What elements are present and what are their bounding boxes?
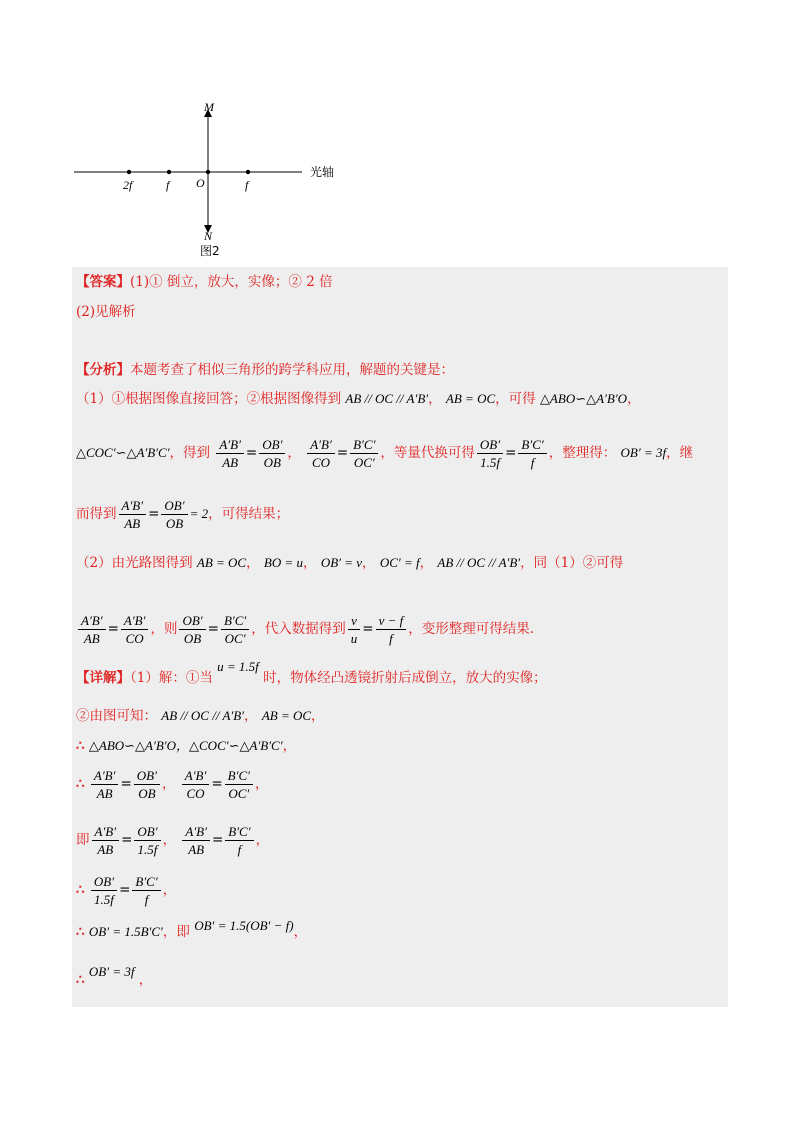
therefore-symbol: ∴ — [76, 882, 85, 898]
fraction: $\frac{B'C'}{f}$ — [518, 436, 546, 471]
math-expr: AB // OC // A′B′ — [345, 391, 429, 406]
analysis-tag: 【分析】 — [76, 362, 130, 378]
math-expr: AB // OC // A′B′ — [437, 555, 521, 570]
label-m: M — [204, 100, 214, 114]
detail-text: ②由图可知： — [76, 708, 157, 724]
math-expr: u = 1.5f — [217, 659, 259, 674]
analysis-text: ，变形整理可得结果. — [408, 621, 535, 637]
fraction: $\frac{B'C'}{OC'}$ — [350, 436, 378, 471]
optics-diagram — [70, 95, 370, 260]
fraction: $\frac{OB'}{OB}$ — [259, 436, 285, 471]
math-expr: △COC′∽△A′B′C′ — [76, 445, 170, 460]
label-2f: 2f — [123, 178, 133, 192]
fraction: $\frac{A'B'}{AB}$ — [182, 823, 210, 858]
axis-label: 光轴 — [310, 165, 335, 179]
fraction: $\frac{B'C'}{OC'}$ — [225, 767, 253, 802]
analysis-line-4: 而得到 $\frac{A'B'}{AB}$ = $\frac{OB'}{OB}$ = 2，可得结果； — [76, 498, 290, 531]
fraction: $\frac{A'B'}{AB}$ — [92, 823, 120, 858]
detail-line-8 — [76, 964, 153, 990]
analysis-text: ，可得 — [495, 391, 536, 407]
therefore-symbol: ∴ — [76, 924, 85, 940]
math-expr: BO = u — [263, 555, 304, 570]
therefore-symbol: ∴ — [76, 776, 85, 792]
point-o — [206, 170, 210, 174]
math-expr: AB // OC // A′B′ — [161, 708, 245, 723]
detail-line-5: 即 $\frac{A'B'}{AB}$ = $\frac{OB'}{1.5f}$ ， $\frac{A'B'}{AB}$ = $\frac{B'C'}{f}$ ， — [76, 824, 270, 857]
fraction: $\frac{B'C'}{f}$ — [225, 823, 253, 858]
math-expr: AB = OC — [196, 555, 247, 570]
analysis-line-6: $\frac{A'B'}{AB}$ = $\frac{A'B'}{CO}$ ，则 $\frac{OB'}{OB}$ = $\frac{B'C'}{OC'}$ ，代入数据得到 $\frac{v}{u}$ = $\frac{v - f}{f}$ ，变形整理可得结果. — [76, 612, 534, 647]
label-f-left: f — [166, 178, 170, 192]
analysis-text: ，同（1）②可得 — [520, 555, 624, 571]
detail-tag: 【详解】 — [76, 670, 130, 686]
therefore-symbol: ∴ — [76, 738, 85, 754]
detail-text: ，即 — [162, 924, 190, 940]
fraction: $\frac{OB'}{OB}$ — [134, 767, 160, 802]
fraction: $\frac{A'B'}{AB}$ — [78, 612, 106, 647]
fraction: $\frac{v - f}{f}$ — [376, 612, 407, 647]
detail-text: 即 — [76, 832, 90, 848]
detail-line-6: ∴ $\frac{OB'}{1.5f}$ = $\frac{B'C'}{f}$ ， — [76, 874, 177, 907]
detail-text: （1）解：①当 — [130, 670, 213, 686]
detail-text: 时，物体经凸透镜折射后成倒立，放大的实像； — [263, 670, 547, 686]
analysis-line-3: △COC′∽△A′B′C′，得到 $\frac{A'B'}{AB}$ = $\frac{OB'}{OB}$ ， $\frac{A'B'}{CO}$ = $\frac{B'C'}{OC'}$ ，等量代换可得 $\frac{OB'}{1.5f}$ = $\frac{B'C'}{f}$ ，整理得： OB′ = 3f，继 — [76, 437, 694, 470]
optics-figure — [70, 95, 370, 260]
fraction: $\frac{A'B'}{CO}$ — [307, 436, 335, 471]
point-2f — [127, 170, 131, 174]
detail-line-4: ∴ $\frac{A'B'}{AB}$ = $\frac{OB'}{OB}$ ， $\frac{A'B'}{CO}$ = $\frac{B'C'}{OC'}$ ， — [76, 768, 269, 801]
analysis-text: ，整理得： — [548, 445, 617, 461]
answer-part2: (2)见解析 — [76, 304, 136, 320]
fraction: $\frac{A'B'}{CO}$ — [182, 767, 210, 802]
math-expr: OC′ = f — [379, 555, 420, 570]
analysis-line-2: （1）①根据图像直接回答；②根据图像得到 AB // OC // A′B′， AB = OC，可得 △ABO∽△A′B′O， — [76, 391, 641, 407]
fraction: $\frac{OB'}{1.5f}$ — [91, 873, 117, 908]
math-expr: AB = OC — [445, 391, 496, 406]
math-expr: △ABO∽△A′B′O — [539, 391, 628, 406]
figure-caption: 图2 — [200, 244, 220, 258]
fraction: $\frac{OB'}{1.5f}$ — [134, 823, 160, 858]
answer-part1: (1)① 倒立，放大，实像；② 2 倍 — [130, 274, 333, 290]
analysis-text: ，则 — [150, 621, 178, 637]
label-o: O — [196, 176, 205, 190]
answer-tag: 【答案】 — [76, 274, 130, 290]
analysis-text: ，可得结果； — [208, 506, 290, 522]
math-expr: OB′ = 3f — [88, 964, 135, 979]
point-f-left — [167, 170, 171, 174]
math-expr: OB′ = 1.5B′C′ — [88, 924, 163, 939]
math-expr: = 2 — [189, 506, 209, 521]
detail-line-1 — [76, 659, 547, 688]
detail-line-3: ∴ △ABO∽△A′B′O，△COC′∽△A′B′C′， — [76, 738, 297, 754]
fraction: $\frac{B'C'}{f}$ — [132, 873, 160, 908]
analysis-text: ，等量代换可得 — [380, 445, 475, 461]
point-f-right — [246, 170, 250, 174]
detail-line-2: ②由图可知： AB // OC // A′B′， AB = OC， — [76, 708, 325, 724]
analysis-line-1 — [76, 360, 454, 380]
math-expr: OB′ = v — [320, 555, 363, 570]
analysis-text: ，代入数据得到 — [251, 621, 346, 637]
analysis-text: （1）①根据图像直接回答；②根据图像得到 — [76, 391, 342, 407]
answer-line-2 — [76, 302, 136, 322]
label-f-right: f — [245, 178, 249, 192]
detail-text: ， — [138, 972, 153, 988]
fraction: $\frac{A'B'}{CO}$ — [121, 612, 149, 647]
detail-line-7: ∴ OB′ = 1.5B′C′，即 OB′ = 1.5(OB′ − f)， — [76, 918, 308, 940]
analysis-text: 而得到 — [76, 506, 117, 522]
fraction: $\frac{v}{u}$ — [348, 612, 361, 647]
math-expr: OB′ = 3f — [620, 445, 667, 460]
fraction: $\frac{A'B'}{AB}$ — [119, 497, 147, 532]
fraction: $\frac{A'B'}{AB}$ — [216, 436, 244, 471]
analysis-intro: 本题考查了相似三角形的跨学科应用，解题的关键是： — [130, 362, 454, 378]
fraction: $\frac{OB'}{1.5f}$ — [477, 436, 503, 471]
fraction: $\frac{A'B'}{AB}$ — [91, 767, 119, 802]
analysis-text: ，继 — [666, 445, 694, 461]
fraction: $\frac{OB'}{OB}$ — [179, 612, 205, 647]
fraction: $\frac{OB'}{OB}$ — [161, 497, 187, 532]
answer-line-1 — [76, 272, 333, 292]
fraction: $\frac{B'C'}{OC'}$ — [221, 612, 249, 647]
analysis-line-5: （2）由光路图得到 AB = OC， BO = u， OB′ = v， OC′ = f， AB // OC // A′B′，同（1）②可得 — [76, 555, 624, 571]
math-expr: △ABO∽△A′B′O，△COC′∽△A′B′C′ — [88, 738, 283, 753]
analysis-text: （2）由光路图得到 — [76, 555, 193, 571]
analysis-text: ，得到 — [169, 445, 211, 461]
label-n: N — [204, 229, 213, 243]
math-expr: OB′ = 1.5(OB′ − f) — [194, 918, 294, 933]
math-expr: AB = OC — [261, 708, 312, 723]
therefore-symbol: ∴ — [76, 972, 85, 988]
